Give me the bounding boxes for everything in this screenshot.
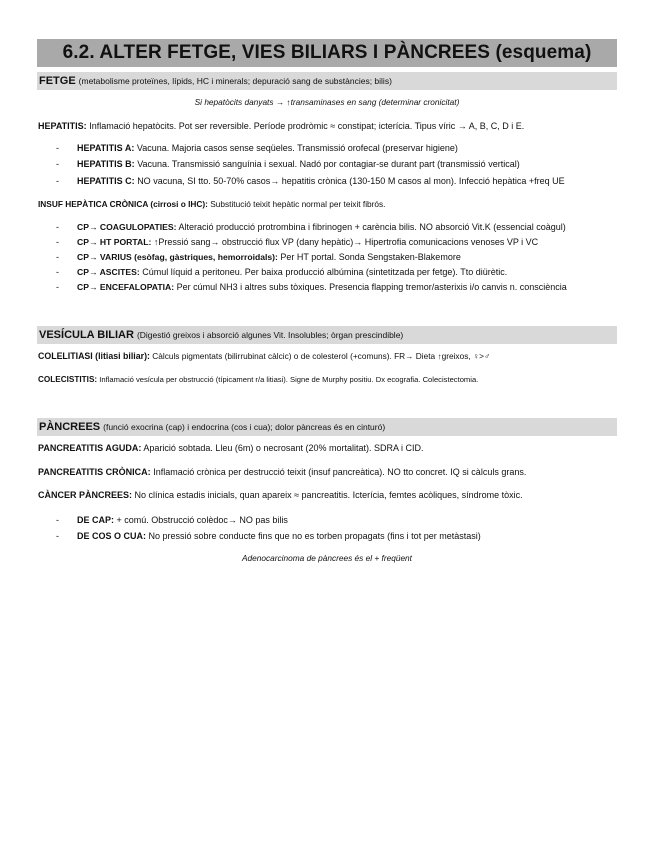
item-text: Per cúmul NH3 i altres subs tòxiques. Presencia flapping tremor/asterixis i/o canvis n. consciència (176, 282, 567, 292)
cronica-label: PANCREATITIS CRÒNICA: (38, 467, 151, 477)
bullet-dash: - (56, 267, 59, 277)
item-text: + comú. Obstrucció colèdoc→ NO pas bilis (116, 515, 288, 525)
colelitiasi-label: COLELITIASI (litiasi biliar): (38, 351, 150, 361)
colecistitis-text: Inflamació vesícula per obstrucció (típicament r/a litiasi). Signe de Murphy positiu. Dx ecografia. Colecistectomia. (99, 375, 479, 384)
item-text: Alteració producció protrombina i fibrinogen + carència bilis. NO absorció Vit.K (essencial coàgul) (178, 222, 566, 232)
section-title: FETGE (39, 75, 76, 87)
hepatitis-line (38, 121, 524, 131)
bullet-dash: - (56, 222, 59, 232)
insuf-text: Substitució teixit hepàtic normal per teixit fibrós. (210, 199, 386, 209)
item-text: Per HT portal. Sonda Sengstaken-Blakemore (280, 252, 461, 262)
item-label: CP→ ENCEFALOPATIA: (77, 282, 175, 292)
item-label: HEPATITIS A: (77, 143, 135, 153)
item-text: No pressió sobre conducte fins que no es torben propagats (fins i tot per metàstasi) (148, 531, 481, 541)
bullet-dash: - (56, 237, 59, 247)
pancreatitis-aguda-line (38, 443, 423, 453)
item-label: CP→ COAGULOPATIES: (77, 222, 177, 232)
insuf-line (38, 199, 386, 209)
cancer-pancrees-line (38, 490, 523, 500)
fetge-note: Si hepatòcits danyats → ↑transaminases en sang (determinar cronicitat) (194, 97, 460, 107)
aguda-label: PANCREATITIS AGUDA: (38, 443, 142, 453)
item-label: CP→ ASCITES: (77, 267, 140, 277)
bullet-dash: - (56, 531, 59, 541)
section-title: PÀNCREES (39, 421, 101, 433)
section-header-vesicula (37, 326, 617, 344)
section-header-fetge (37, 72, 617, 90)
section-subtitle: (Digestió greixos i absorció algunes Vit. Insolubles; òrgan prescindible) (136, 330, 404, 340)
item-label: CP→ VARIUS (esòfag, gàstriques, hemorroidals): (77, 252, 278, 262)
item-text: NO vacuna, SI tto. 50-70% casos→ hepatitis crònica (130-150 M casos al mon). Infecció hepàtica +freq UE (137, 176, 565, 186)
bullet-dash: - (56, 159, 59, 169)
insuf-label: INSUF HEPÀTICA CRÒNICA (cirrosi o IHC): (38, 199, 208, 209)
section-header-pancrees (37, 418, 617, 436)
section-subtitle: (funció exocrina (cap) i endocrina (cos i cua); dolor pàncreas és en cinturó) (103, 422, 386, 432)
section-subtitle: (metabolisme proteïnes, lípids, HC i minerals; depuració sang de substàncies; bilis) (78, 76, 392, 86)
item-text: Vacuna. Transmissió sanguínia i sexual. Nadó por contagiar-se durant part (transmissió vertical) (137, 159, 520, 169)
aguda-text: Aparició sobtada. Lleu (6m) o necrosant (20% mortalitat). SDRA i CID. (143, 443, 424, 453)
item-label: CP→ HT PORTAL: (77, 237, 152, 247)
bullet-dash: - (56, 252, 59, 262)
page-title: 6.2. ALTER FETGE, VIES BILIARS I PÀNCREES (esquema) (62, 42, 592, 63)
hepatitis-label: HEPATITIS: (38, 121, 87, 131)
item-label: HEPATITIS C: (77, 176, 135, 186)
cronica-text: Inflamació crònica per destrucció teixit (insuf pancreàtica). NO tto concret. IQ si càlculs grans. (153, 467, 527, 477)
colecistitis-line (38, 375, 478, 384)
bullet-dash: - (56, 515, 59, 525)
bullet-dash: - (56, 176, 59, 186)
hepatitis-text: Inflamació hepatòcits. Pot ser reversible. Període prodròmic ≈ constipat; icterícia. Tipus víric → A, B, C, D i E. (89, 121, 525, 131)
pancreatitis-cronica-line (38, 467, 526, 477)
item-label: DE COS O CUA: (77, 531, 147, 541)
cancer-text: No clínica estadis inicials, quan apareix ≈ pancreatitis. Icterícia, femtes acòliques, síndrome tòxic. (134, 490, 523, 500)
colelitiasi-text: Càlculs pigmentats (bilirrubinat càlcic) o de colesterol (+comuns). FR→ Dieta ↑greixos, ♀>♂ (152, 351, 491, 361)
page-title-bar (37, 39, 617, 67)
colecistitis-label: COLECISTITIS: (38, 375, 98, 384)
item-text: Vacuna. Majoria casos sense seqüeles. Transmissió orofecal (preservar higiene) (136, 143, 458, 153)
section-title: VESÍCULA BILIAR (39, 329, 134, 341)
bullet-dash: - (56, 143, 59, 153)
item-text: Cúmul líquid a peritoneu. Per baixa producció albúmina (sintetitzada per fetge). Tto diürètic. (142, 267, 508, 277)
bullet-dash: - (56, 282, 59, 292)
colelitiasi-line (38, 351, 490, 361)
item-text: ↑Pressió sang→ obstrucció flux VP (dany hepàtic)→ Hipertrofia comunicacions venoses VP i VC (153, 237, 539, 247)
cancer-label: CÀNCER PÀNCREES: (38, 490, 133, 500)
item-label: HEPATITIS B: (77, 159, 135, 169)
pancrees-note: Adenocarcinoma de pàncrees és el + freqüent (242, 553, 412, 563)
item-label: DE CAP: (77, 515, 115, 525)
